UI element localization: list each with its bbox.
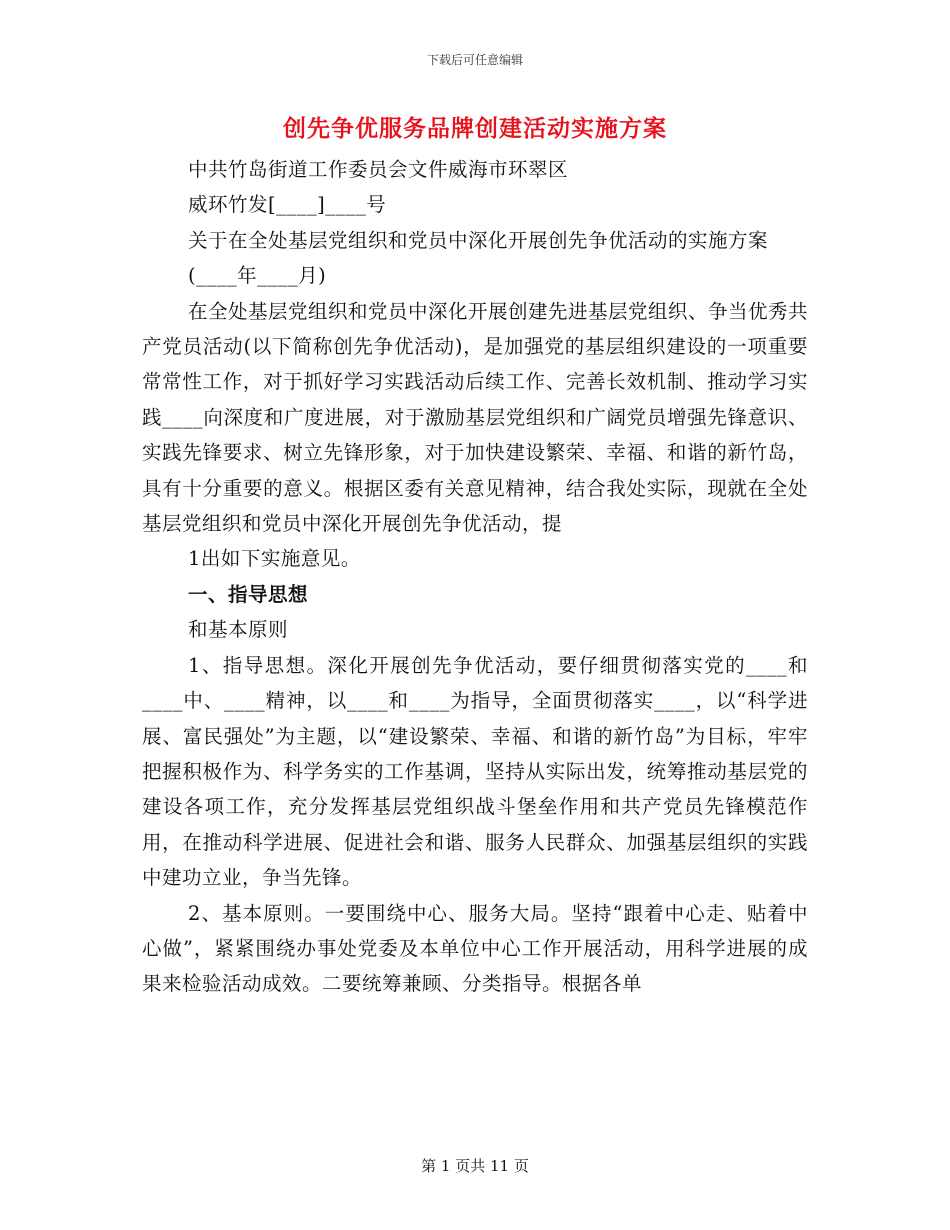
section-heading-guiding-ideology: 一、指导思想: [188, 582, 309, 606]
intro-continuation: 1出如下实施意见。: [188, 547, 361, 571]
page-number-footer: 第 1 页共 11 页: [421, 1157, 529, 1175]
basic-principles-paragraph: 2、基本原则。一要围绕中心、服务大局。坚持“跟着中心走、贴着中心做”，紧紧围绕办事处党委及本单位中心工作开展活动，用科学进展的成果来检验活动成效。二要统筹兼顾、分类指导。根据各单: [142, 901, 808, 996]
section-heading-continuation: 和基本原则: [188, 618, 289, 642]
document-body: [142, 152, 808, 1002]
document-subject: 关于在全处基层党组织和党员中深化开展创先争优活动的实施方案: [188, 228, 769, 252]
page-header-note: 下载后可任意编辑: [426, 53, 523, 67]
document-number: 威环竹发[____]____号: [188, 193, 387, 217]
issuer-line: 中共竹岛街道工作委员会文件威海市环翠区: [188, 158, 569, 181]
document-date: (____年____月): [188, 264, 327, 288]
document-title: 创先争优服务品牌创建活动实施方案: [283, 115, 667, 142]
intro-paragraph: 在全处基层党组织和党员中深化开展创建先进基层党组织、争当优秀共产党员活动(以下简称创先争优活动)，是加强党的基层组织建设的一项重要常常性工作，对于抓好学习实践活动后续工作、完善长效机制、推动学习实践____向深度和广度进展，对于激励基层党组织和广阔党员增强先锋意识、实践先锋要求、树立先锋形象，对于加快建设繁荣、幸福、和谐的新竹岛，具有十分重要的意义。根据区委有关意见精神，结合我处实际，现就在全处基层党组织和党员中深化开展创先争优活动，提: [142, 299, 809, 536]
guiding-ideology-paragraph: 1、指导思想。深化开展创先争优活动，要仔细贯彻落实党的____和____中、____精神，以____和____为指导，全面贯彻落实____，以“科学进展、富民强处”为主题，以“建设繁荣、幸福、和谐的新竹岛”为目标，牢牢把握积极作为、科学务实的工作基调，坚持从实际出发，统筹推动基层党的建设各项工作，充分发挥基层党组织战斗堡垒作用和共产党员先锋模范作用，在推动科学进展、促进社会和谐、服务人民群众、加强基层组织的实践中建功立业，争当先锋。: [142, 653, 808, 890]
